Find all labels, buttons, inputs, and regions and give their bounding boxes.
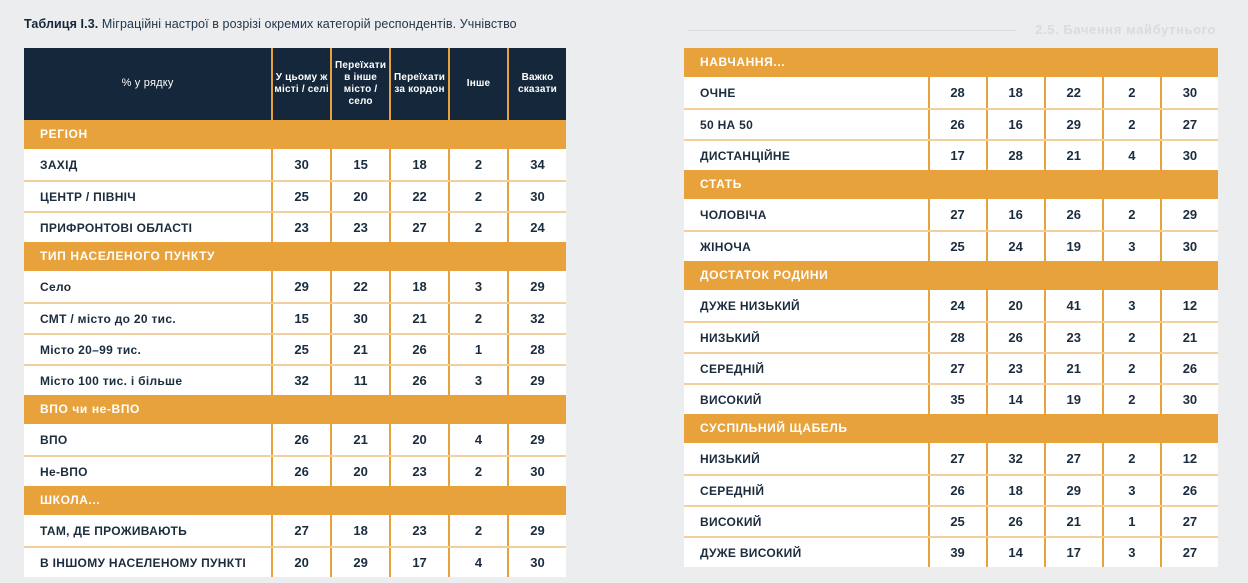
cell-value: 30 bbox=[1160, 141, 1218, 170]
section-rows bbox=[684, 77, 1218, 170]
cell-value: 2 bbox=[448, 457, 507, 486]
cell-value: 28 bbox=[928, 323, 986, 352]
row-label: ТАМ, ДЕ ПРОЖИВАЮТЬ bbox=[40, 523, 188, 538]
table-row bbox=[24, 333, 566, 364]
row-label: Село bbox=[40, 279, 72, 294]
cell-value: 32 bbox=[271, 366, 330, 395]
table-row bbox=[684, 199, 1218, 230]
cell-value: 26 bbox=[986, 323, 1044, 352]
row-label: ДИСТАНЦІЙНЕ bbox=[700, 148, 791, 163]
cell-value: 29 bbox=[330, 548, 389, 577]
cell-value: 26 bbox=[271, 457, 330, 486]
cell-value: 28 bbox=[928, 77, 986, 108]
cell-value: 11 bbox=[330, 366, 389, 395]
cell-value: 21 bbox=[1044, 507, 1102, 536]
cell-value: 2 bbox=[1102, 323, 1160, 352]
cell-value: 4 bbox=[448, 548, 507, 577]
cell-value: 2 bbox=[448, 149, 507, 180]
section-rows bbox=[24, 149, 566, 242]
running-header-rule bbox=[688, 30, 1016, 31]
cell-value: 2 bbox=[1102, 199, 1160, 230]
cell-value: 23 bbox=[389, 457, 448, 486]
cell-value: 20 bbox=[389, 424, 448, 455]
cell-value: 30 bbox=[271, 149, 330, 180]
cell-value: 16 bbox=[986, 110, 1044, 139]
column-header: Переїхати в інше місто / село bbox=[330, 48, 389, 120]
cell-value: 28 bbox=[507, 335, 566, 364]
cell-value: 32 bbox=[507, 304, 566, 333]
cell-value: 2 bbox=[1102, 354, 1160, 383]
cell-value: 30 bbox=[1160, 77, 1218, 108]
section-rows bbox=[24, 271, 566, 395]
cell-value: 27 bbox=[1044, 443, 1102, 474]
cell-value: 2 bbox=[448, 515, 507, 546]
table-row bbox=[684, 352, 1218, 383]
cell-value: 23 bbox=[389, 515, 448, 546]
row-label: СЕРЕДНІЙ bbox=[700, 361, 765, 376]
running-header: 2.5. Бачення майбутнього bbox=[1035, 22, 1216, 37]
cell-value: 26 bbox=[986, 507, 1044, 536]
cell-value: 1 bbox=[1102, 507, 1160, 536]
section-rows bbox=[24, 424, 566, 486]
cell-value: 34 bbox=[507, 149, 566, 180]
cell-value: 3 bbox=[1102, 290, 1160, 321]
cell-value: 26 bbox=[1160, 354, 1218, 383]
cell-value: 25 bbox=[928, 507, 986, 536]
migration-table-right bbox=[684, 48, 1218, 567]
table-row bbox=[684, 290, 1218, 321]
cell-value: 14 bbox=[986, 538, 1044, 567]
row-label: НИЗЬКИЙ bbox=[700, 330, 761, 345]
section-rows bbox=[24, 515, 566, 577]
cell-value: 29 bbox=[507, 271, 566, 302]
cell-value: 21 bbox=[1044, 141, 1102, 170]
cell-value: 30 bbox=[330, 304, 389, 333]
section-rows bbox=[684, 290, 1218, 414]
cell-value: 18 bbox=[986, 476, 1044, 505]
table-row bbox=[684, 505, 1218, 536]
cell-value: 26 bbox=[389, 335, 448, 364]
section-header: РЕГІОН bbox=[24, 120, 566, 149]
table-header-row bbox=[24, 48, 566, 120]
cell-value: 30 bbox=[507, 182, 566, 211]
row-label: ОЧНЕ bbox=[700, 85, 736, 100]
table-row bbox=[684, 77, 1218, 108]
column-header: Інше bbox=[448, 48, 507, 120]
cell-value: 30 bbox=[507, 457, 566, 486]
row-label: ЦЕНТР / ПІВНІЧ bbox=[40, 189, 137, 204]
column-header: Переїхати за кордон bbox=[389, 48, 448, 120]
row-label: СЕРЕДНІЙ bbox=[700, 483, 765, 498]
row-label: ДУЖЕ ВИСОКИЙ bbox=[700, 545, 802, 560]
table-row bbox=[24, 271, 566, 302]
cell-value: 18 bbox=[330, 515, 389, 546]
cell-value: 25 bbox=[928, 232, 986, 261]
section-rows bbox=[684, 199, 1218, 261]
section-header: СТАТЬ bbox=[684, 170, 1218, 199]
cell-value: 19 bbox=[1044, 385, 1102, 414]
cell-value: 15 bbox=[271, 304, 330, 333]
row-label: В ІНШОМУ НАСЕЛЕНОМУ ПУНКТІ bbox=[40, 555, 246, 570]
cell-value: 27 bbox=[928, 354, 986, 383]
row-label: 50 НА 50 bbox=[700, 117, 754, 132]
row-label: ДУЖЕ НИЗЬКИЙ bbox=[700, 298, 800, 313]
cell-value: 2 bbox=[1102, 443, 1160, 474]
cell-value: 19 bbox=[1044, 232, 1102, 261]
cell-value: 3 bbox=[1102, 538, 1160, 567]
cell-value: 3 bbox=[448, 271, 507, 302]
cell-value: 20 bbox=[986, 290, 1044, 321]
table-row bbox=[24, 546, 566, 577]
section-header: ШКОЛА... bbox=[24, 486, 566, 515]
cell-value: 29 bbox=[271, 271, 330, 302]
cell-value: 24 bbox=[507, 213, 566, 242]
section-header: ДОСТАТОК РОДИНИ bbox=[684, 261, 1218, 290]
table-row bbox=[24, 455, 566, 486]
cell-value: 21 bbox=[330, 424, 389, 455]
cell-value: 27 bbox=[928, 199, 986, 230]
cell-value: 22 bbox=[1044, 77, 1102, 108]
column-header: У цьому ж місті / селі bbox=[271, 48, 330, 120]
cell-value: 17 bbox=[928, 141, 986, 170]
table-row bbox=[24, 149, 566, 180]
cell-value: 32 bbox=[986, 443, 1044, 474]
table-row bbox=[684, 230, 1218, 261]
table-row bbox=[24, 180, 566, 211]
column-header: Важко сказати bbox=[507, 48, 566, 120]
cell-value: 4 bbox=[448, 424, 507, 455]
cell-value: 39 bbox=[928, 538, 986, 567]
table-row bbox=[684, 108, 1218, 139]
cell-value: 29 bbox=[507, 424, 566, 455]
cell-value: 17 bbox=[389, 548, 448, 577]
section-header: НАВЧАННЯ... bbox=[684, 48, 1218, 77]
row-label: НИЗЬКИЙ bbox=[700, 451, 761, 466]
cell-value: 27 bbox=[1160, 538, 1218, 567]
section-header: ВПО чи не-ВПО bbox=[24, 395, 566, 424]
cell-value: 26 bbox=[928, 110, 986, 139]
cell-value: 22 bbox=[330, 271, 389, 302]
cell-value: 28 bbox=[986, 141, 1044, 170]
cell-value: 21 bbox=[330, 335, 389, 364]
cell-value: 25 bbox=[271, 335, 330, 364]
cell-value: 12 bbox=[1160, 443, 1218, 474]
cell-value: 26 bbox=[1160, 476, 1218, 505]
row-label: Місто 100 тис. і більше bbox=[40, 373, 183, 388]
section-header: ТИП НАСЕЛЕНОГО ПУНКТУ bbox=[24, 242, 566, 271]
table-row bbox=[24, 515, 566, 546]
cell-value: 23 bbox=[1044, 323, 1102, 352]
cell-value: 2 bbox=[1102, 77, 1160, 108]
cell-value: 21 bbox=[389, 304, 448, 333]
table-row bbox=[684, 443, 1218, 474]
cell-value: 30 bbox=[1160, 232, 1218, 261]
cell-value: 35 bbox=[928, 385, 986, 414]
cell-value: 2 bbox=[448, 304, 507, 333]
table-caption: Міграційні настрої в розрізі окремих категорій респондентів. Учнівство bbox=[98, 17, 517, 31]
row-label: ЖІНОЧА bbox=[700, 239, 752, 254]
cell-value: 17 bbox=[1044, 538, 1102, 567]
cell-value: 23 bbox=[330, 213, 389, 242]
column-header: % у рядку bbox=[121, 77, 174, 90]
cell-value: 20 bbox=[271, 548, 330, 577]
page-title bbox=[24, 17, 517, 31]
table-row bbox=[684, 383, 1218, 414]
cell-value: 29 bbox=[507, 515, 566, 546]
table-row bbox=[24, 424, 566, 455]
row-label: Не-ВПО bbox=[40, 464, 88, 479]
table-row bbox=[684, 139, 1218, 170]
cell-value: 24 bbox=[928, 290, 986, 321]
cell-value: 3 bbox=[1102, 232, 1160, 261]
cell-value: 15 bbox=[330, 149, 389, 180]
cell-value: 23 bbox=[986, 354, 1044, 383]
cell-value: 29 bbox=[1160, 199, 1218, 230]
row-label: ПРИФРОНТОВІ ОБЛАСТІ bbox=[40, 220, 193, 235]
cell-value: 27 bbox=[1160, 110, 1218, 139]
row-label: ЧОЛОВІЧА bbox=[700, 207, 767, 222]
row-label: ВИСОКИЙ bbox=[700, 392, 762, 407]
cell-value: 23 bbox=[271, 213, 330, 242]
cell-value: 16 bbox=[986, 199, 1044, 230]
table-row bbox=[684, 321, 1218, 352]
cell-value: 26 bbox=[271, 424, 330, 455]
cell-value: 18 bbox=[986, 77, 1044, 108]
table-number-label: Таблиця І.3. bbox=[24, 17, 99, 31]
table-row bbox=[24, 211, 566, 242]
cell-value: 2 bbox=[1102, 385, 1160, 414]
cell-value: 22 bbox=[389, 182, 448, 211]
cell-value: 18 bbox=[389, 271, 448, 302]
table-row bbox=[684, 536, 1218, 567]
cell-value: 27 bbox=[389, 213, 448, 242]
cell-value: 27 bbox=[1160, 507, 1218, 536]
cell-value: 26 bbox=[1044, 199, 1102, 230]
cell-value: 29 bbox=[1044, 110, 1102, 139]
row-label: Місто 20–99 тис. bbox=[40, 342, 142, 357]
cell-value: 1 bbox=[448, 335, 507, 364]
cell-value: 20 bbox=[330, 457, 389, 486]
cell-value: 41 bbox=[1044, 290, 1102, 321]
cell-value: 27 bbox=[928, 443, 986, 474]
cell-value: 21 bbox=[1044, 354, 1102, 383]
cell-value: 26 bbox=[928, 476, 986, 505]
table-row bbox=[684, 474, 1218, 505]
cell-value: 3 bbox=[1102, 476, 1160, 505]
row-label: ВПО bbox=[40, 432, 68, 447]
cell-value: 20 bbox=[330, 182, 389, 211]
cell-value: 4 bbox=[1102, 141, 1160, 170]
cell-value: 24 bbox=[986, 232, 1044, 261]
cell-value: 18 bbox=[389, 149, 448, 180]
cell-value: 25 bbox=[271, 182, 330, 211]
section-header: СУСПІЛЬНИЙ ЩАБЕЛЬ bbox=[684, 414, 1218, 443]
cell-value: 29 bbox=[1044, 476, 1102, 505]
migration-table-left bbox=[24, 48, 566, 577]
cell-value: 27 bbox=[271, 515, 330, 546]
cell-value: 2 bbox=[448, 182, 507, 211]
cell-value: 14 bbox=[986, 385, 1044, 414]
cell-value: 30 bbox=[507, 548, 566, 577]
cell-value: 21 bbox=[1160, 323, 1218, 352]
cell-value: 2 bbox=[448, 213, 507, 242]
row-label: ЗАХІД bbox=[40, 157, 78, 172]
row-label: СМТ / місто до 20 тис. bbox=[40, 311, 176, 326]
cell-value: 12 bbox=[1160, 290, 1218, 321]
table-row bbox=[24, 364, 566, 395]
section-rows bbox=[684, 443, 1218, 567]
table-row bbox=[24, 302, 566, 333]
cell-value: 26 bbox=[389, 366, 448, 395]
cell-value: 29 bbox=[507, 366, 566, 395]
cell-value: 30 bbox=[1160, 385, 1218, 414]
cell-value: 3 bbox=[448, 366, 507, 395]
cell-value: 2 bbox=[1102, 110, 1160, 139]
row-label: ВИСОКИЙ bbox=[700, 514, 762, 529]
